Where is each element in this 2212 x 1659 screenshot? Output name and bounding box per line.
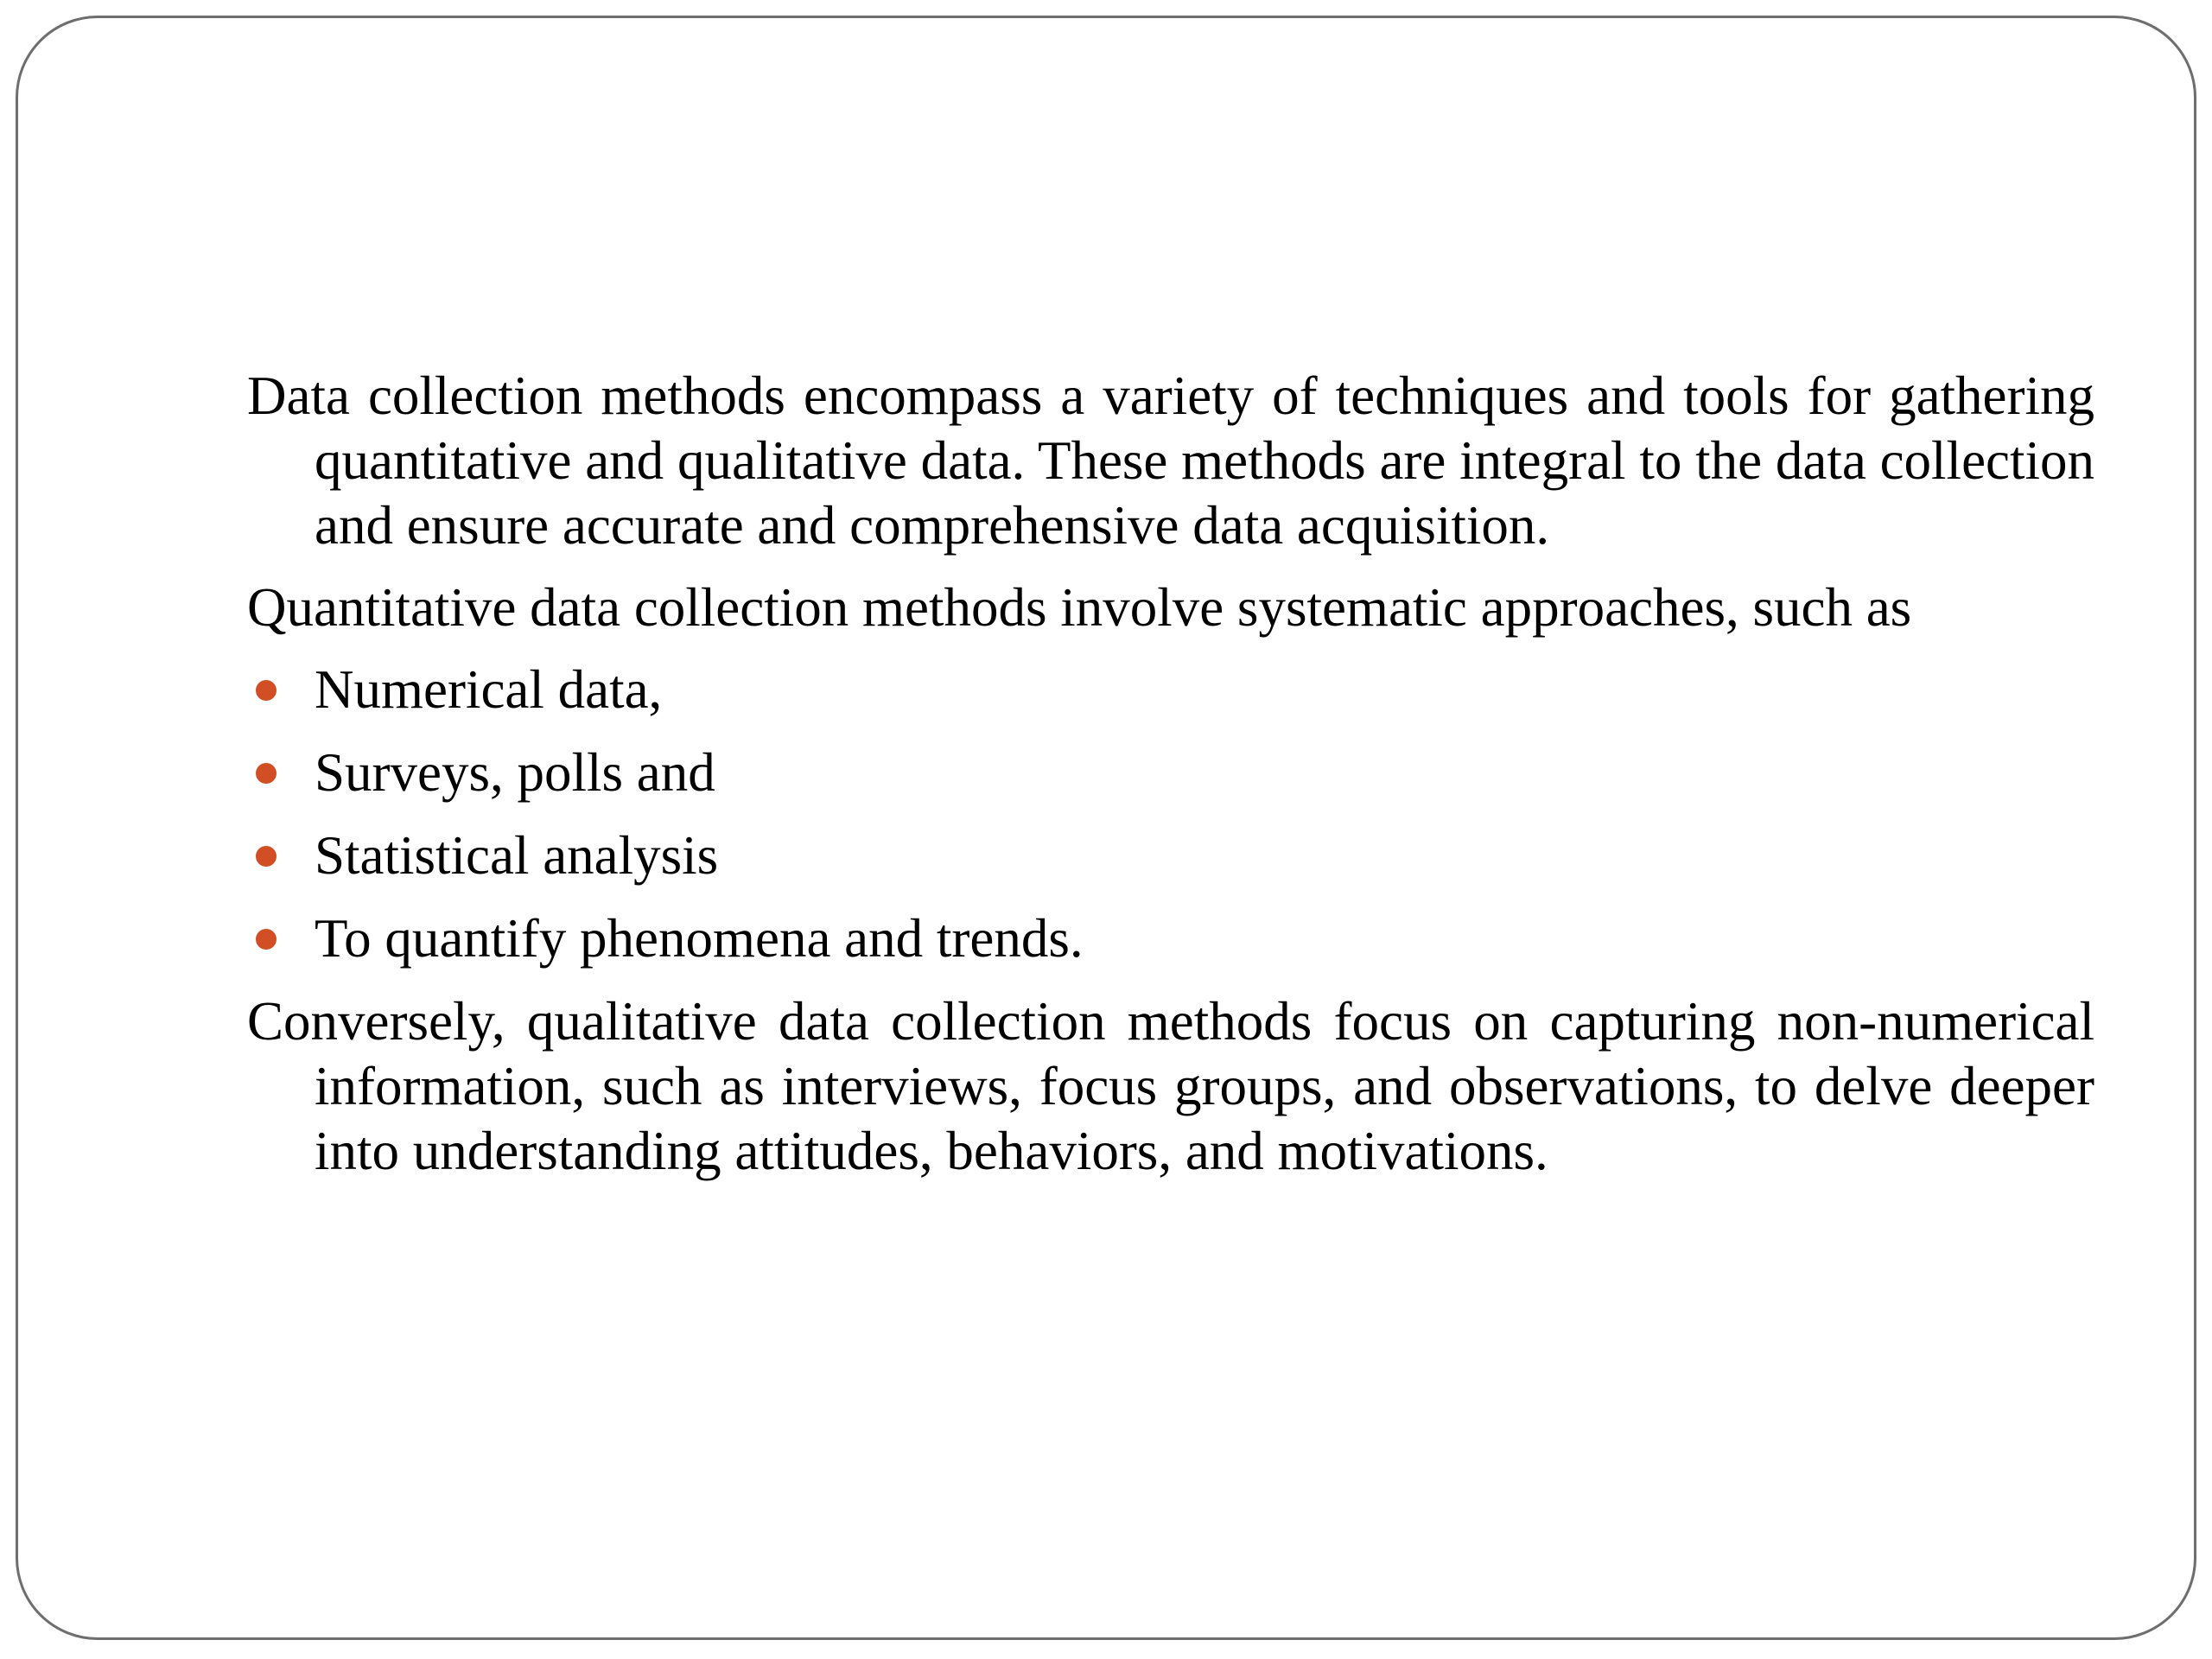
bullet-text: To quantify phenomena and trends.	[315, 908, 1084, 969]
bullet-dot-icon	[256, 846, 276, 867]
list-item	[247, 658, 2094, 722]
bullet-dot-icon	[256, 929, 276, 950]
list-item	[247, 823, 2094, 888]
bullet-list	[247, 658, 2094, 971]
bullet-text: Numerical data,	[315, 659, 663, 720]
intro-paragraph: Data collection methods encompass a variety of techniques and tools for gathering quantitative and qualitative data. These methods are integral to the data collection and ensure accurate and comprehensive data acquisition.	[247, 365, 2094, 556]
bullet-text: Surveys, polls and	[315, 742, 715, 803]
bullet-dot-icon	[256, 680, 276, 701]
slide-frame	[16, 16, 2196, 1640]
qualitative-paragraph: Conversely, qualitative data collection methods focus on capturing non-numerical information, such as interviews, focus groups, and observations, to delve deeper into understanding attitudes, behaviors, and motivations.	[247, 991, 2094, 1181]
bullet-dot-icon	[256, 763, 276, 784]
list-item	[247, 906, 2094, 971]
list-item	[247, 741, 2094, 805]
slide-body	[247, 364, 2094, 1184]
quantitative-paragraph: Quantitative data collection methods involve systematic approaches, such as	[247, 577, 1912, 638]
bullet-text: Statistical analysis	[315, 825, 719, 886]
